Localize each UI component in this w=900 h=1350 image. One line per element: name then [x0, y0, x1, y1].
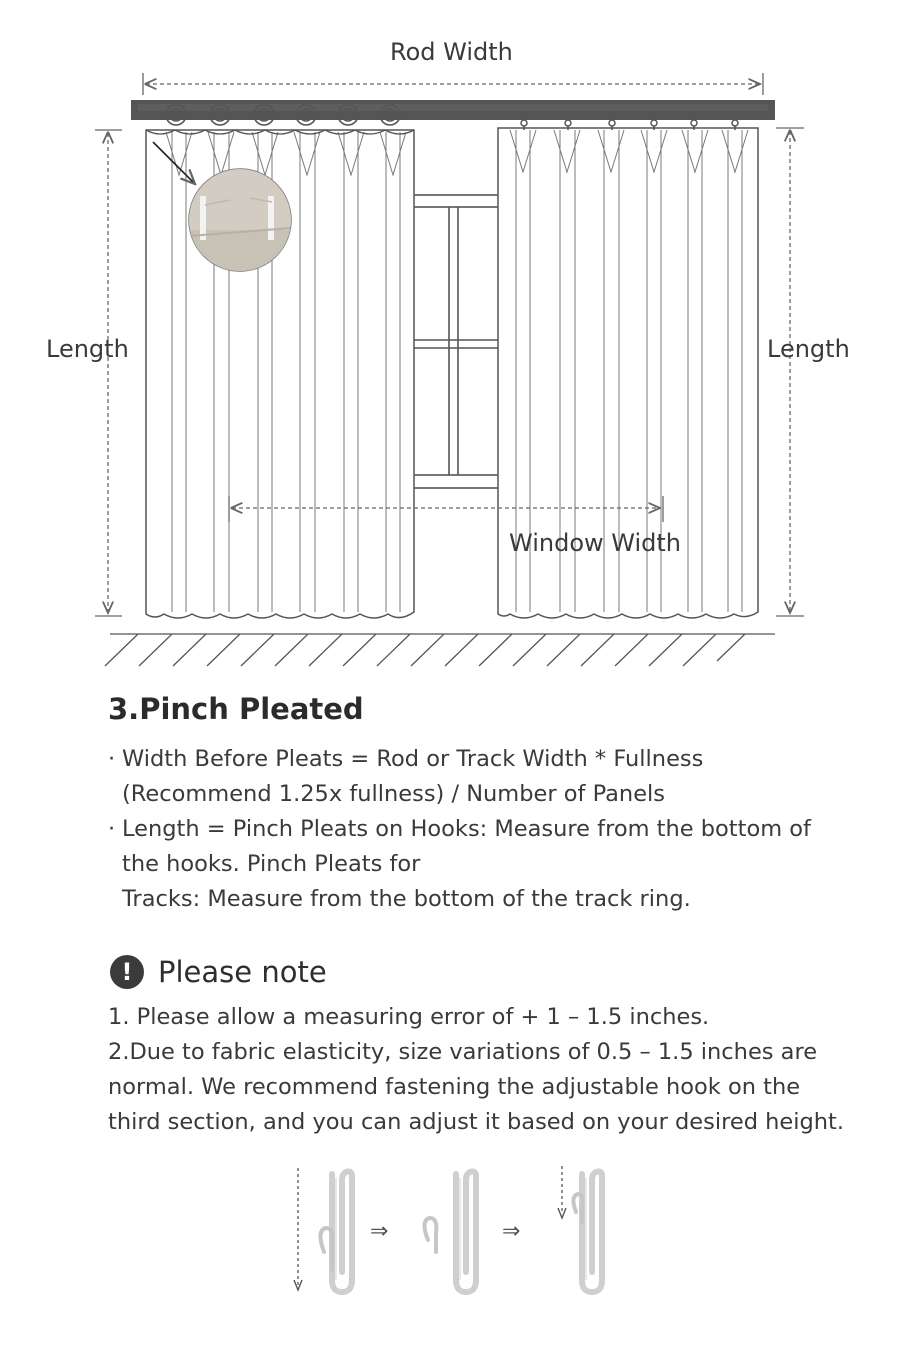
hook-adjustment-illustration: [280, 1160, 620, 1300]
rule-length: [108, 812, 868, 917]
hook-step-1: [294, 1168, 352, 1292]
note-line: third section, and you can adjust it based on your desired height.: [108, 1109, 845, 1135]
bullet: ·: [108, 746, 116, 772]
window-width-label: Window Width: [509, 529, 681, 557]
bullet: ·: [108, 816, 116, 842]
length-label-right: Length: [767, 335, 850, 363]
section-title: 3.Pinch Pleated: [108, 692, 364, 726]
length-dimension-right: [776, 128, 804, 616]
arrow-right-icon: ⇒: [502, 1219, 521, 1244]
rod-width-dimension: [143, 73, 763, 95]
rule-line: Tracks: Measure from the bottom of the track ring.: [122, 886, 691, 912]
note-line: normal. We recommend fastening the adjustable hook on the: [108, 1074, 801, 1100]
note-body: [108, 1000, 878, 1140]
curtain-rod: [131, 100, 775, 120]
rod-width-label: Rod Width: [390, 38, 513, 66]
floor: [105, 634, 775, 666]
rule-line: the hooks. Pinch Pleats for: [122, 851, 421, 877]
rule-line: Width Before Pleats = Rod or Track Width * Fullness: [122, 746, 704, 772]
rule-width: [108, 742, 868, 812]
rule-line: (Recommend 1.25x fullness) / Number of Panels: [122, 781, 666, 807]
note-title: Please note: [158, 955, 327, 989]
note-line: 2.Due to fabric elasticity, size variations of 0.5 – 1.5 inches are: [108, 1039, 818, 1065]
arrow-right-icon: ⇒: [370, 1219, 389, 1244]
length-label-left: Length: [46, 335, 129, 363]
measurement-rules: [108, 742, 868, 917]
note-header: [110, 952, 327, 992]
length-dimension-left: [95, 130, 122, 616]
exclamation-circle-icon: !: [110, 955, 144, 989]
window-frame: [413, 195, 500, 488]
note-line: 1. Please allow a measuring error of + 1 – 1.5 inches.: [108, 1004, 710, 1030]
rule-line: Length = Pinch Pleats on Hooks: Measure from the bottom of: [122, 816, 811, 842]
hook-step-2: [424, 1172, 476, 1293]
hook-step-3: [558, 1166, 602, 1292]
